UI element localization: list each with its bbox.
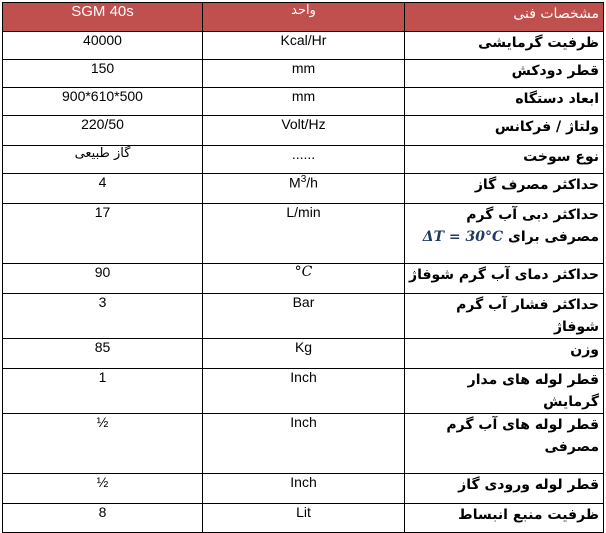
row-unit: °C [203, 264, 405, 294]
table-row [3, 369, 604, 414]
table-row [3, 294, 604, 339]
table-row [3, 88, 604, 116]
row-unit: Inch [203, 414, 405, 474]
row-value: ½ [3, 414, 203, 474]
row-value: 220/50 [3, 116, 203, 146]
row-property: حداکثر فشار آب گرم شوفاژ [405, 294, 604, 339]
spec-table [2, 2, 604, 533]
row-unit: mm [203, 60, 405, 88]
row-property: قطر دودکش [405, 60, 604, 88]
row-value: 900*610*500 [3, 88, 203, 116]
table-row [3, 116, 604, 146]
property-text: حداکثر دبی آب گرم مصرفی برای [466, 207, 599, 245]
row-unit: Kcal/Hr [203, 32, 405, 60]
row-unit: Lit [203, 504, 405, 533]
row-value: 1 [3, 369, 203, 414]
row-value: 8 [3, 504, 203, 533]
table-row [3, 174, 604, 204]
row-property [405, 204, 604, 264]
header-unit: واحد [203, 3, 405, 32]
row-unit [203, 174, 405, 204]
table-row [3, 146, 604, 174]
table-row [3, 264, 604, 294]
row-unit: Volt/Hz [203, 116, 405, 146]
table-row [3, 204, 604, 264]
table-header-row [3, 3, 604, 32]
row-property: ولتاژ / فرکانس [405, 116, 604, 146]
row-unit: Bar [203, 294, 405, 339]
unit-base: M [289, 174, 301, 191]
row-value: 4 [3, 174, 203, 204]
row-value: ½ [3, 474, 203, 504]
row-property: قطر لوله ورودی گاز [405, 474, 604, 504]
row-unit: L/min [203, 204, 405, 264]
row-unit: ...... [203, 146, 405, 174]
row-value: گاز طبیعی [3, 146, 203, 174]
row-unit: mm [203, 88, 405, 116]
row-property: نوع سوخت [405, 146, 604, 174]
table-row [3, 474, 604, 504]
table-row [3, 60, 604, 88]
row-unit: Kg [203, 339, 405, 369]
row-value: 17 [3, 204, 203, 264]
table-row [3, 414, 604, 474]
table-row [3, 504, 604, 533]
header-spec: مشخصات فنی [405, 3, 604, 32]
row-value: 90 [3, 264, 203, 294]
table-row [3, 339, 604, 369]
header-model: SGM 40s [3, 3, 203, 32]
table-row [3, 32, 604, 60]
row-value: 40000 [3, 32, 203, 60]
row-value: 3 [3, 294, 203, 339]
row-property: حداکثر دمای آب گرم شوفاژ [405, 264, 604, 294]
row-property: حداکثر مصرف گاز [405, 174, 604, 204]
row-property: ظرفیت گرمایشی [405, 32, 604, 60]
row-property: قطر لوله های آب گرم مصرفی [405, 414, 604, 474]
row-property: قطر لوله های مدار گرمایش [405, 369, 604, 414]
row-value: 85 [3, 339, 203, 369]
row-value: 150 [3, 60, 203, 88]
unit-superscript: 3 [300, 174, 307, 185]
row-property: ابعاد دستگاه [405, 88, 604, 116]
row-property: وزن [405, 339, 604, 369]
row-unit: Inch [203, 474, 405, 504]
row-property: ظرفیت منبع انبساط [405, 504, 604, 533]
delta-t-formula: ΔT = 30°C [422, 229, 504, 245]
row-unit: Inch [203, 369, 405, 414]
unit-tail: /h [306, 174, 318, 191]
